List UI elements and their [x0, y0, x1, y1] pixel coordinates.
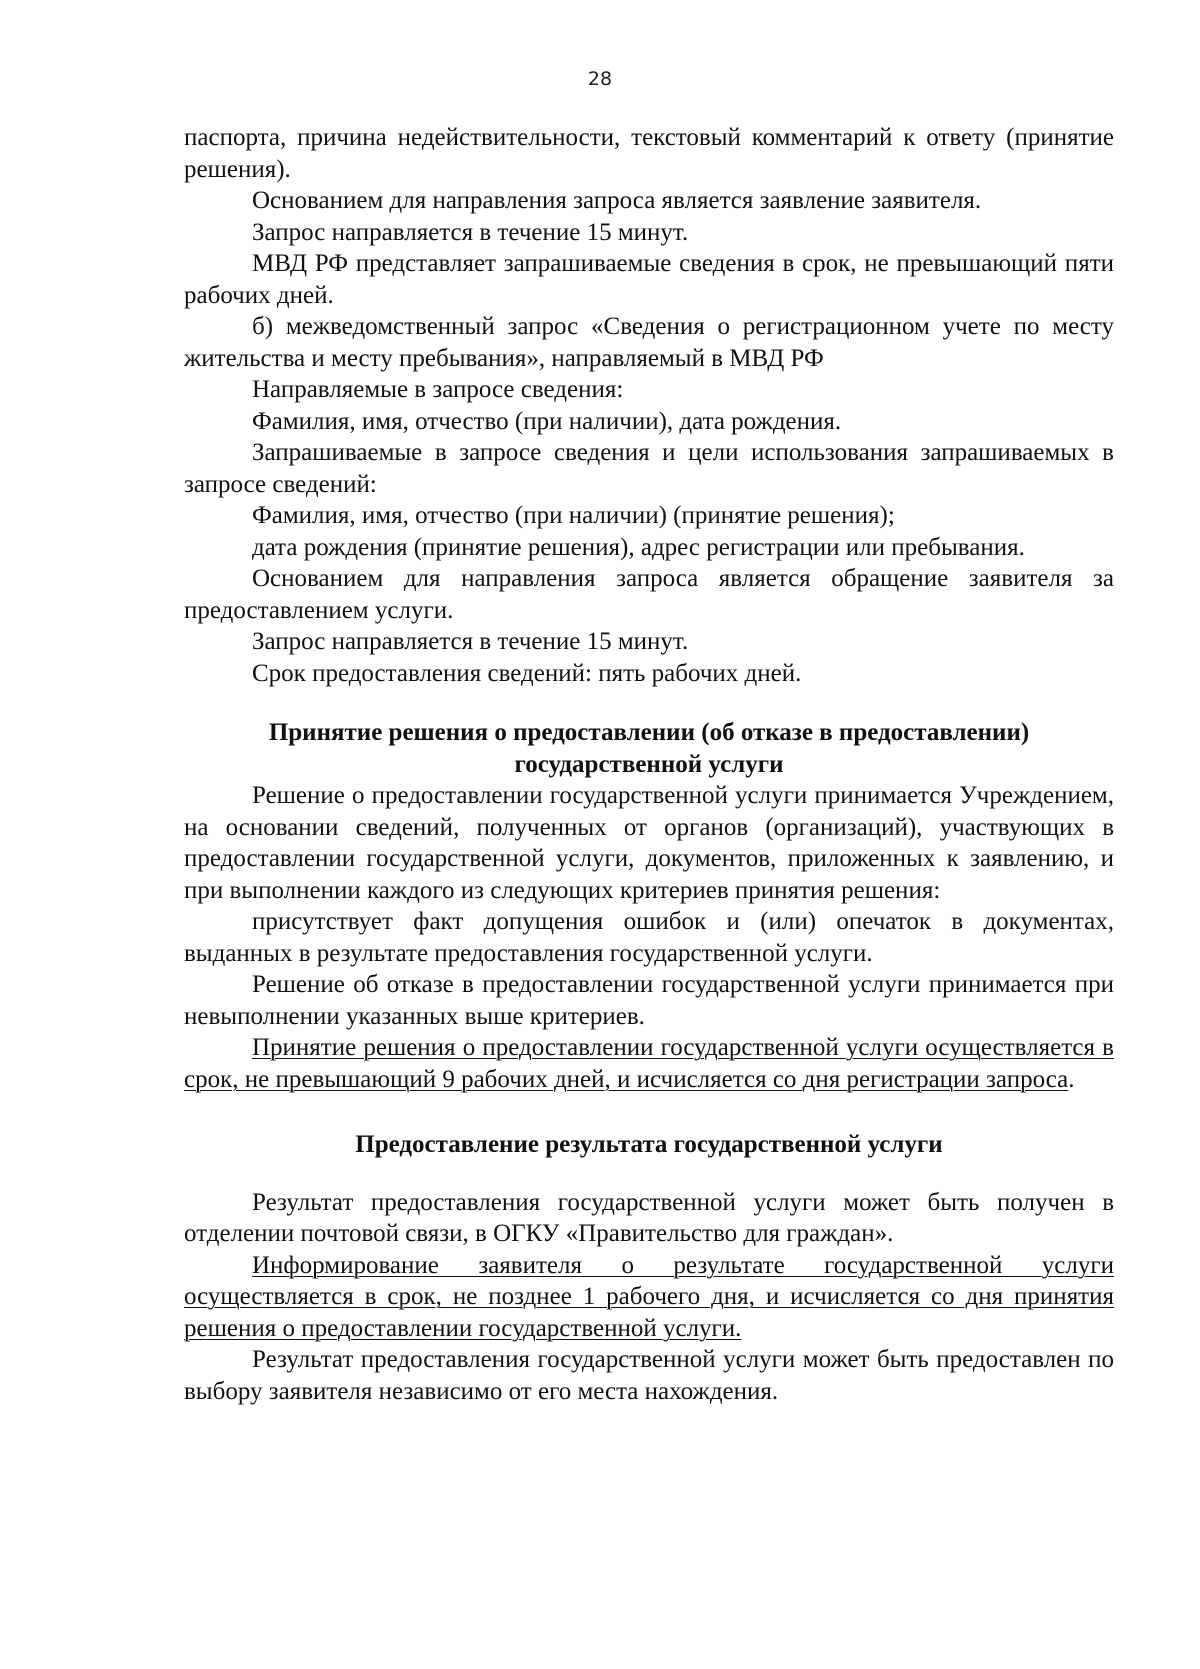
paragraph: Основанием для направления запроса является заявление заявителя. [252, 187, 982, 214]
paragraph-underlined [184, 1032, 1114, 1095]
paragraph-underlined [184, 1250, 1114, 1345]
document-body [184, 122, 1114, 1407]
paragraph: дата рождения (принятие решения), адрес регистрации или пребывания. [252, 533, 1025, 561]
spacer [184, 1095, 1114, 1129]
section-heading-result: Предоставление результата государственной услуги [355, 1131, 943, 1158]
paragraph: Срок предоставления сведений: пять рабочих дней. [252, 659, 802, 687]
paragraph: Результат предоставления государственной услуги может быть предоставлен по выбору заявителя независимо от его места нахождения. [184, 1346, 1114, 1405]
paragraph: Направляемые в запросе сведения: [252, 376, 624, 403]
spacer [184, 1161, 1114, 1187]
underlined-text: Принятие решения о предоставлении государственной услуги осуществляется в срок, не превышающий 9 рабочих дней, и исчисляется со дня регистрации запроса [184, 1034, 1114, 1093]
section-heading-decision [184, 717, 1114, 780]
paragraph: Фамилия, имя, отчество (при наличии) (принятие решения); [252, 502, 895, 529]
punctuation: . [1068, 1065, 1075, 1093]
paragraph: б) межведомственный запрос «Сведения о регистрационном учете по месту жительства и месту пребывания», направляемый в МВД РФ [184, 313, 1114, 372]
spacer [184, 689, 1114, 717]
paragraph: Фамилия, имя, отчество (при наличии), дата рождения. [252, 407, 842, 435]
paragraph: Запрос направляется в течение 15 минут. [252, 218, 689, 246]
paragraph: паспорта, причина недействительности, текстовый комментарий к ответу (принятие решения). [184, 124, 1114, 183]
paragraph: Запрос направляется в течение 15 минут. [252, 628, 689, 655]
underlined-text: Информирование заявителя о результате государственной услуги осуществляется в срок, не позднее 1 рабочего дня, и исчисляется со дня принятия решения о предоставлении государственной услуги. [184, 1251, 1114, 1342]
heading-line: государственной услуги [514, 750, 784, 778]
paragraph: Решение об отказе в предоставлении государственной услуги принимается при невыполнении указанных выше критериев. [184, 971, 1114, 1030]
paragraph: Результат предоставления государственной услуги может быть получен в отделении почтовой связи, в ОГКУ «Правительство для граждан». [184, 1188, 1114, 1247]
paragraph: присутствует факт допущения ошибок и (или) опечаток в документах, выданных в результате предоставления государственной услуги. [184, 908, 1114, 967]
paragraph: Решение о предоставлении государственной услуги принимается Учреждением, на основании сведений, полученных от органов (организаций), участвующих в предоставлении государственной услуги, документов, приложенных к заявлению, и при выполнении каждого из следующих критериев принятия решения: [184, 782, 1114, 904]
paragraph: МВД РФ представляет запрашиваемые сведения в срок, не превышающий пяти рабочих дней. [184, 250, 1114, 309]
heading-line: Принятие решения о предоставлении (об отказе в предоставлении) [268, 719, 1030, 746]
page-number: 28 [587, 68, 613, 90]
paragraph: Запрашиваемые в запросе сведения и цели использования запрашиваемых в запросе сведений: [184, 439, 1114, 498]
paragraph: Основанием для направления запроса является обращение заявителя за предоставлением услуги. [184, 565, 1114, 624]
